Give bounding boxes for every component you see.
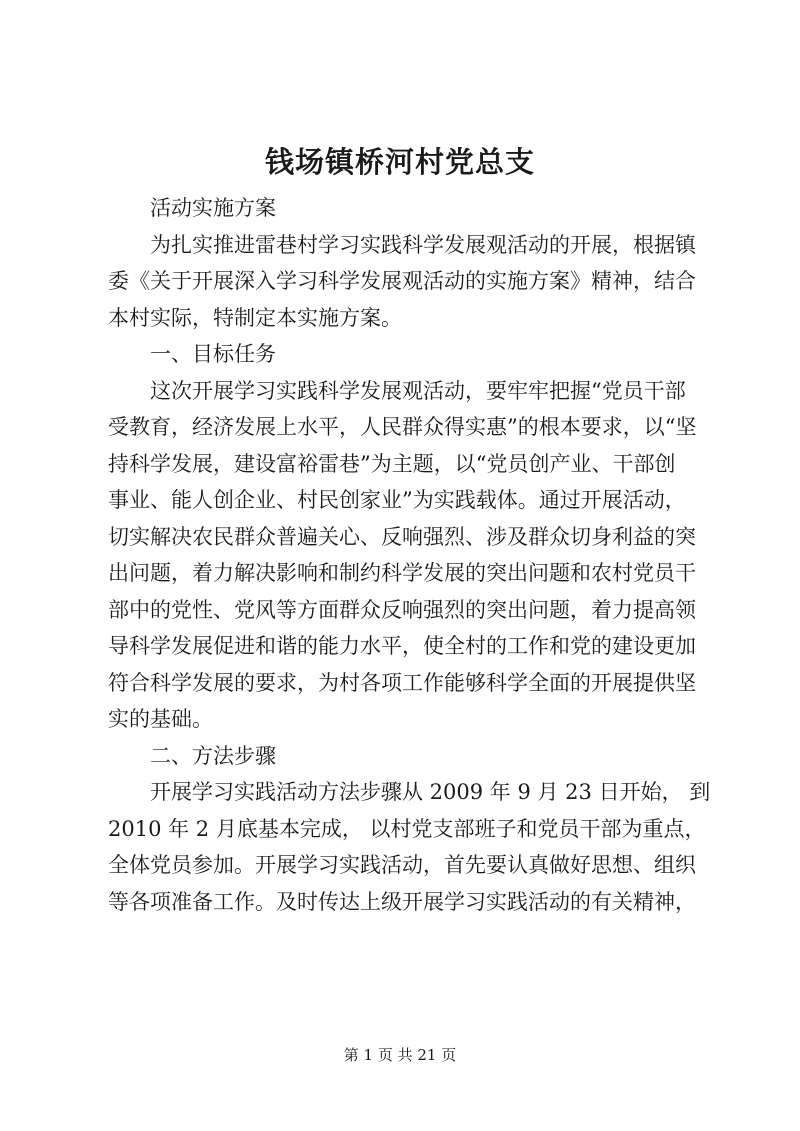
paragraph-line: 为扎实推进雷巷村学习实践科学发展观活动的开展，根据镇 (150, 232, 696, 257)
document-body (108, 190, 711, 920)
document-title: 钱场镇桥河村党总支 (264, 145, 535, 179)
paragraph-line: 这次开展学习实践科学发展观活动，要牢牢把握“党员干部 (150, 378, 686, 403)
paragraph-line: 实的基础。 (108, 707, 213, 731)
paragraph-line: 本村实际，特制定本实施方案。 (108, 305, 402, 330)
paragraph-line: 2010 年 2 月底基本完成， 以村党支部班子和党员干部为重点， (108, 816, 706, 841)
section-heading: 一、目标任务 (150, 342, 276, 366)
section-heading: 二、方法步骤 (150, 743, 276, 768)
paragraph-line: 受教育，经济发展上水平，人民群众得实惠”的根本要求，以“坚 (108, 415, 697, 439)
paragraph-line: 等各项准备工作。及时传达上级开展学习实践活动的有关精神， (108, 889, 696, 914)
paragraph-line: 切实解决农民群众普遍关心、反响强烈、涉及群众切身利益的突 (108, 524, 696, 549)
paragraph-line: 导科学发展促进和谐的能力水平，使全村的工作和党的建设更加 (108, 634, 696, 658)
paragraph-line: 全体党员参加。开展学习实践活动，首先要认真做好思想、组织 (108, 853, 696, 877)
paragraph-line: 符合科学发展的要求，为村各项工作能够科学全面的开展提供坚 (108, 670, 696, 695)
paragraph-line: 事业、能人创企业、村民创家业”为实践载体。通过开展活动， (108, 488, 686, 512)
paragraph-line: 委《关于开展深入学习科学发展观活动的实施方案》精神，结合 (108, 269, 696, 293)
paragraph-line: 部中的党性、党风等方面群众反响强烈的突出问题，着力提高领 (108, 597, 696, 622)
page-footer: 第 1 页 共 21 页 (343, 1046, 457, 1064)
paragraph-line: 持科学发展，建设富裕雷巷”为主题，以“党员创产业、干部创 (108, 451, 676, 476)
paragraph-line: 出问题，着力解决影响和制约科学发展的突出问题和农村党员干 (108, 561, 696, 585)
paragraph-line: 开展学习实践活动方法步骤从 2009 年 9 月 23 日开始， 到 (150, 780, 711, 804)
section-subtitle: 活动实施方案 (150, 196, 276, 220)
